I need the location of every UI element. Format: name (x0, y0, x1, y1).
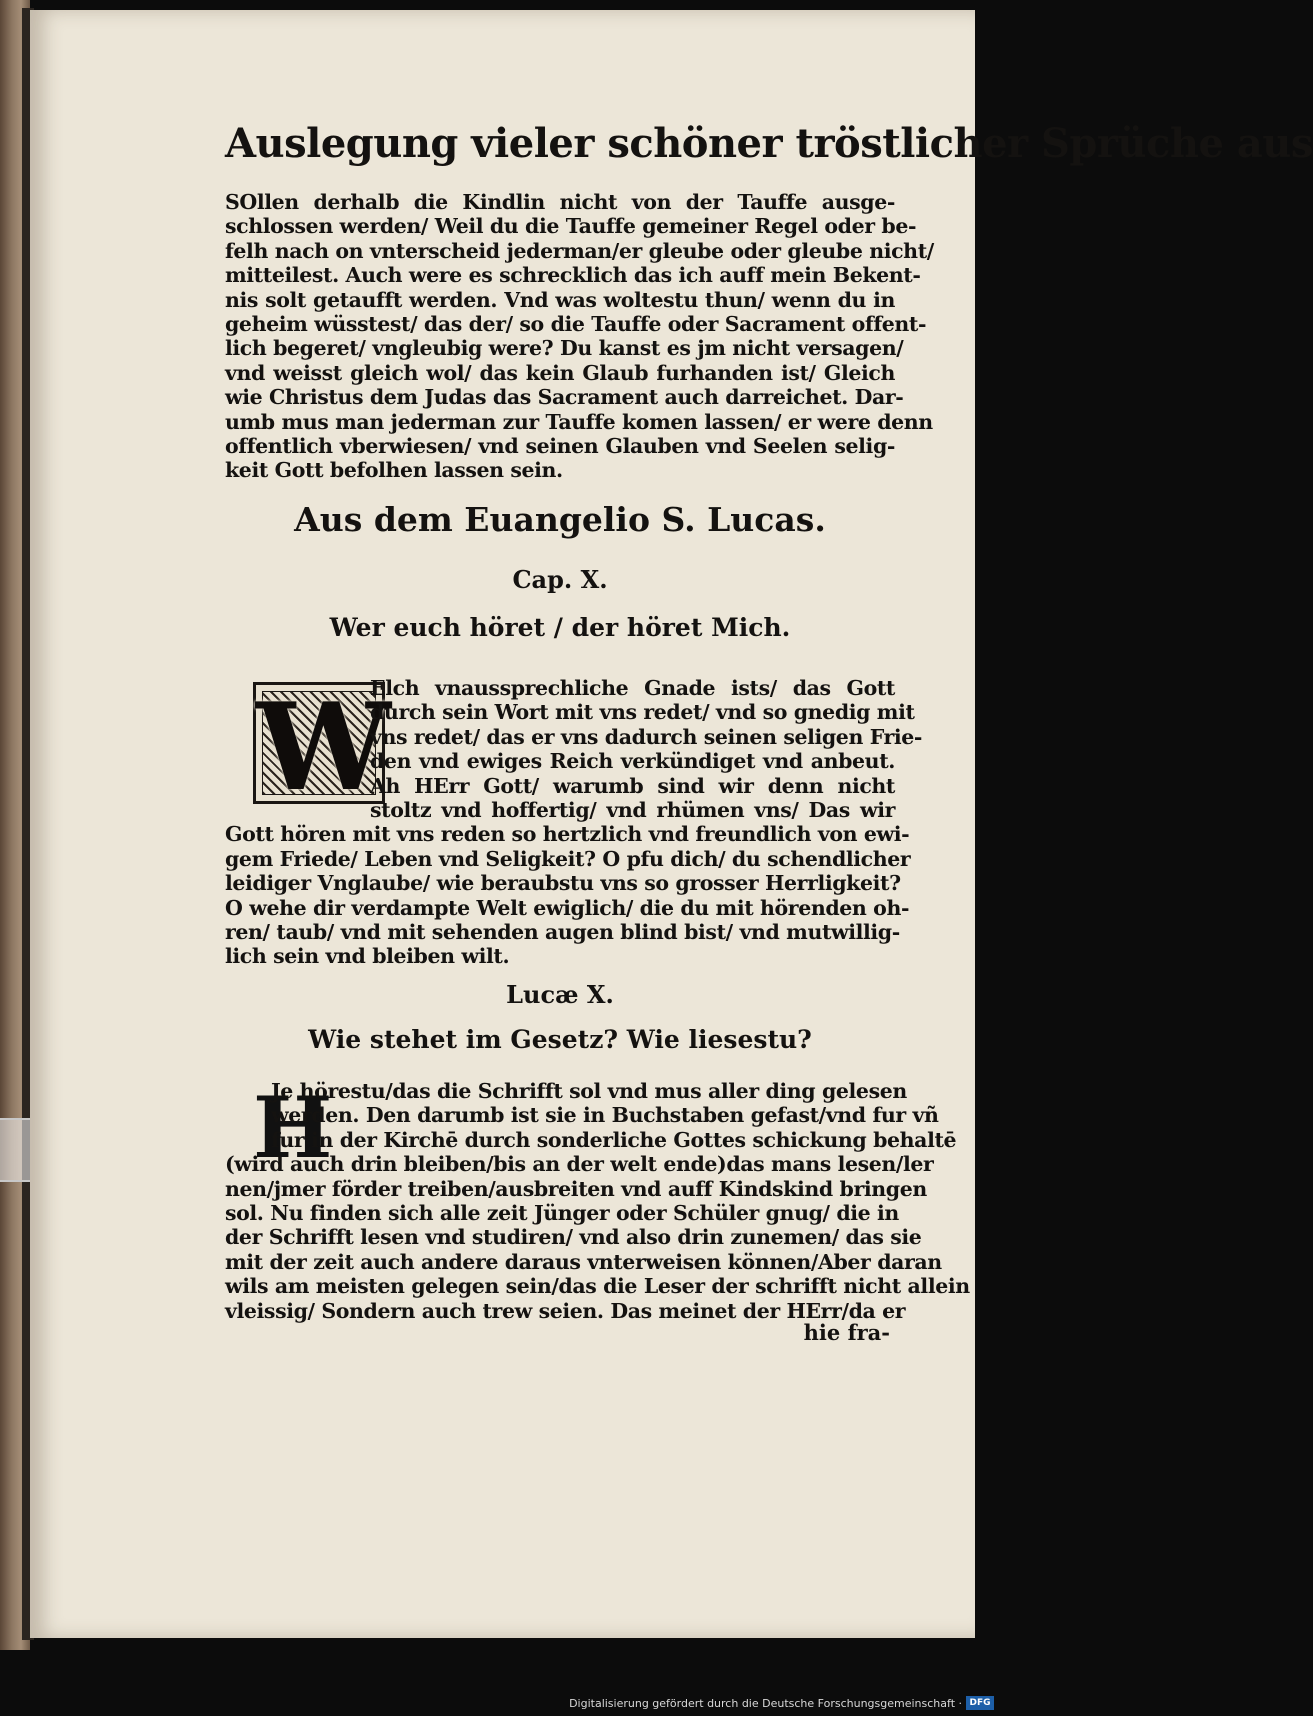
text-line: felh nach on vnterscheid jederman/er gleube oder gleube nicht/ (225, 238, 934, 263)
text-line: geheim wüsstest/ das der/ so die Tauffe oder Sacrament offent‑ (225, 312, 927, 337)
chapter-heading: Lucæ X. (506, 980, 614, 1009)
paragraph-3 (225, 1079, 970, 1323)
text-line: mitteilest. Auch were es schrecklich das ich auff mein Bekent‑ (225, 263, 921, 288)
text-line: lich begeret/ vngleubig were? Du kanst es jm nicht versagen/ (225, 336, 904, 361)
text-line: fur in der Kirchē durch sonderliche Gottes schickung behaltē (271, 1127, 957, 1152)
text-line: gem Friede/ Leben vnd Seligkeit? O pfu dich/ du schendlicher (225, 846, 911, 871)
text-line: SOllen derhalb die Kindlin nicht von der Tauffe ausge‑ (225, 190, 895, 214)
text-line: keit Gott befolhen lassen sein. (225, 458, 563, 483)
text-line: den vnd ewiges Reich verkündiget vnd anbeut. (370, 749, 895, 774)
running-head: Auslegung vieler schöner tröstlicher Sprüche aus (225, 120, 1313, 167)
verse-heading: Wie stehet im Gesetz? Wie liesestu? (308, 1025, 812, 1054)
text-line: leidiger Vnglaube/ wie beraubstu vns so grosser Herrligkeit? (225, 871, 901, 896)
text-line: vleissig/ Sondern auch trew seien. Das meinet der HErr/da er (225, 1298, 906, 1323)
text-line: Je hörestu/das die Schrifft sol vnd mus aller ding gelesen (271, 1079, 907, 1103)
text-line: nis solt getaufft werden. Vnd was woltestu thun/ wenn du in (225, 287, 895, 312)
text-line: lich sein vnd bleiben wilt. (225, 944, 510, 969)
drop-initial: H (253, 1078, 333, 1177)
text-line: wils am meisten gelegen sein/das die Leser der schrifft nicht allein (225, 1274, 970, 1299)
text-line: der Schrifft lesen vnd studiren/ vnd also drin zunemen/ das sie (225, 1225, 922, 1250)
text-line: sol. Nu finden sich alle zeit Jünger oder Schüler gnug/ die in (225, 1201, 899, 1226)
footer-credit: Digitalisierung gefördert durch die Deutsche Forschungsgemeinschaft · (569, 1697, 962, 1710)
text-line: wie Christus dem Judas das Sacrament auch darreichet. Dar‑ (225, 385, 904, 410)
text-line: umb mus man jederman zur Tauffe komen lassen/ er were denn (225, 409, 933, 434)
text-line: schlossen werden/ Weil du die Tauffe gemeiner Regel oder be‑ (225, 214, 917, 239)
text-line: O wehe dir verdampte Welt ewiglich/ die du mit hörenden oh‑ (225, 895, 910, 920)
text-line: (wird auch drin bleiben/bis an der welt ende)das mans lesen/ler (225, 1152, 934, 1177)
text-line: Elch vnaussprechliche Gnade ists/ das Gott (370, 676, 895, 700)
verse-heading: Wer euch höret / der höret Mich. (329, 613, 791, 642)
section-heading: Aus dem Euangelio S. Lucas. (294, 500, 826, 539)
text-line: werden. Den darumb ist sie in Buchstaben gefast/vnd fur vñ (271, 1103, 939, 1128)
text-line: ren/ taub/ vnd mit sehenden augen blind bist/ vnd mutwillig‑ (225, 920, 900, 945)
text-line: stoltz vnd hoffertig/ vnd rhümen vns/ Das wir (370, 798, 895, 823)
paragraph-2 (225, 676, 923, 969)
text-line: vnd weisst gleich wol/ das kein Glaub furhanden ist/ Gleich (225, 360, 895, 385)
paragraph-1 (225, 190, 934, 483)
chapter-heading: Cap. X. (512, 565, 608, 594)
text-line: nen/jmer förder treiben/ausbreiten vnd auff Kindskind bringen (225, 1176, 927, 1201)
text-line: Gott hören mit vns reden so hertzlich vnd freundlich von ewi‑ (225, 822, 910, 847)
initial-letter: W (256, 677, 391, 818)
catchword: hie fra‑ (803, 1320, 890, 1345)
text-line: offentlich vberwiesen/ vnd seinen Glauben vnd Seelen selig‑ (225, 434, 895, 459)
text-line: durch sein Wort mit vns redet/ vnd so gnedig mit (370, 700, 915, 725)
text-line: vns redet/ das er vns dadurch seinen seligen Frie‑ (370, 724, 923, 749)
text-line: Ah HErr Gott/ warumb sind wir denn nicht (370, 773, 895, 798)
dfg-logo[interactable]: DFG (966, 1696, 994, 1710)
text-line: mit der zeit auch andere daraus vnterweisen können/Aber daran (225, 1249, 942, 1274)
